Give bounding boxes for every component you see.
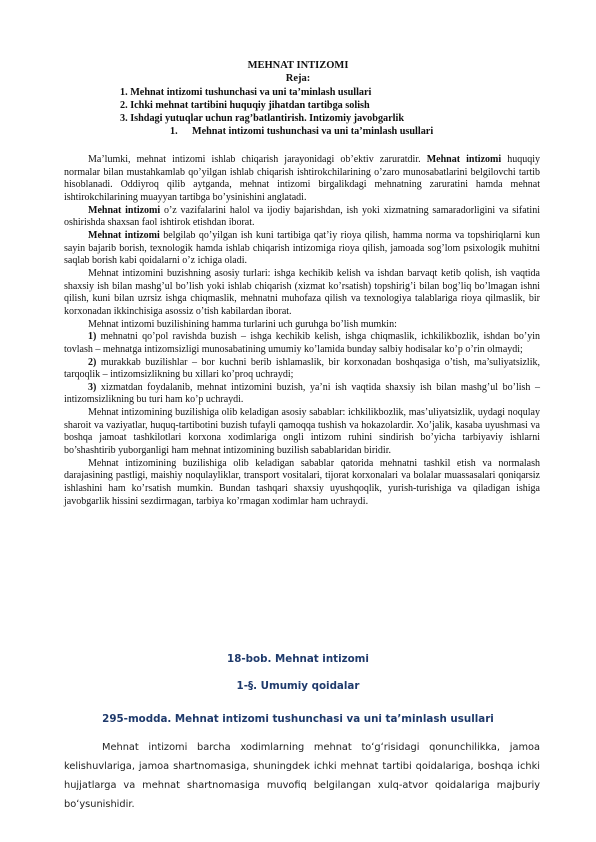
bold-term: Mehnat intizomi [88, 229, 160, 241]
section-number: 1. [170, 126, 178, 137]
list-item-1 [64, 331, 540, 356]
plan-label: Reja: [285, 73, 311, 84]
bold-term: Mehnat intizomi [88, 204, 161, 216]
text-run: huquqiy normalar bilan mustahkamlab qo’yilgan ishlab chiqarish ishtirokchilarining o’zaro munosabatlarini belgilovchi tartib hisoblanadi. Oddiyroq qilib aytganda, mehnat intizomi birgalikdagi mehnatning zaruratini hamda mehnat ishtirokchilarining muayyan tartibga bo’ysinishini anglatadi. [64, 154, 541, 203]
bold-term: Mehnat intizomi [426, 154, 502, 165]
plan-item-1: 1. Mehnat intizomi tushunchasi va uni ta’minlash usullari [120, 87, 372, 98]
paragraph-2 [64, 205, 540, 230]
section-heading [170, 126, 433, 137]
text-run: murakkab buzilishlar – bor kuchni berib ishlamaslik, bir korxonadan boshqasiga o’tish, ma’suliyatsizlik, tarqoqlik – intizomsizlikning bu xillari ko’proq uchraydi; [64, 356, 540, 381]
page-title: MEHNAT INTIZOMI [247, 60, 349, 71]
paragraph-10: Mehnat intizomining buzilishiga olib keladigan sabablar qatorida mehnatni tashkil etish va normalash darajasining pastligi, maishiy noqulayliklar, transport vositalari, tijorat korxonalari va bolalar muassasalari qoniqarsiz ishlashini ham ko’rsatish mumkin. Bundan tashqari shaxsiy uyushqoqlik, yurish-turishiga va qiladigan ishiga javobgarlik hissini sezdirmagan, tarbiya ko’rmagan xodimlar ham uchraydi. [64, 457, 540, 507]
plan-item-2: 2. Ichki mehnat tartibini huquqiy jihatdan tartibga solish [120, 100, 370, 111]
paragraph-3 [64, 230, 540, 268]
paragraph-4: Mehnat intizomini buzishning asosiy turlari: ishga kechikib kelish va ishdan barvaqt ketib qolish, ish vaqtida shaxsiy ish bilan mashg’ul bo’lish yoki ishlab chiqarish (xizmat ko’rsatish) topshirig’i bilan bog’liq bo’lmagan ishni qilish, kuni bilan uzrsiz ishga chiqmaslik, mehnatni muhofaza qilish va texnologiya talablariga rioya qilmaslik, bir korxonadan ikkinchisiga asossiz o’tish kabilardan iborat. [64, 267, 540, 317]
chapter-heading: 18-bob. Mehnat intizomi [227, 653, 369, 665]
article-text: Mehnat intizomi barcha xodimlarning mehnat toʻgʻrisidagi qonunchilikka, jamoa kelishuvlariga, jamoa shartnomasiga, shuningdek ichki mehnat tartibi qoidalariga, boshqa ichki hujjatlarga va mehnat shartnomasiga muvofiq belgilangan xulq-atvor qoidalariga majburiy boʻysunishidir. [64, 742, 540, 810]
list-item-2 [64, 357, 540, 382]
text-run: belgilab qo’yilgan ish kuni tartibiga qat’iy rioya qilish, hamma norma va topshiriqlarni kun sayin bajarib borish, texnologik hamda ishlab chiqarish intizomiga rioya qilish, jamoada sog’lom psixologik muhitni saqlab borish kabi qoidalarni o’z ichiga oladi. [64, 229, 540, 267]
article-heading: 295-modda. Mehnat intizomi tushunchasi va uni ta’minlash usullari [102, 713, 494, 725]
text-run: xizmatdan foydalanib, mehnat intizomini buzish, ya’ni ish vaqtida shaxsiy ish bilan mashg’ul bo’lish – intizomsizlikning bu turi ham ko’p uchraydi. [64, 381, 540, 406]
plan-item-3: 3. Ishdagi yutuqlar uchun rag’batlantirish. Intizomiy javobgarlik [120, 113, 404, 124]
list-number: 2) [88, 356, 97, 368]
paragraph-heading: 1-§. Umumiy qoidalar [236, 680, 360, 692]
text-run: o’z vazifalarini halol va ijodiy bajarishdan, ish yoki xizmatning samaradorligini va sifatini oshirishda shaxsan faol ishtirok etishdan iborat. [64, 204, 540, 229]
body-text [64, 154, 540, 508]
list-number: 3) [88, 381, 97, 393]
paragraph-9: Mehnat intizomining buzilishiga olib keladigan asosiy sabablar: ichkilikbozlik, mas’uliyatsizlik, uydagi noqulay sharoit va vaziyatlar, huquq-tartibotini buzish tufayli qamoqqa tushish va hokazolardir. Xo’jalik, kasaba uyushmasi va boshqa jamoat tashkilotlari korxona xodimlariga ongli intizom ruhini sindirish bo’yicha tarbiyaviy ishlarni bo’shashtirib yuborganligi ham mehnat intizomining buzilish sabablaridan biridir. [64, 407, 540, 457]
section-title: Mehnat intizomi tushunchasi va uni ta’minlash usullari [192, 126, 434, 137]
text-run: Ma’lumki, mehnat intizomi ishlab chiqarish jarayonidagi ob’ektiv zaruratdir. [88, 154, 427, 165]
paragraph-5: Mehnat intizomi buzilishining hamma turlarini uch guruhga bo’lish mumkin: [88, 318, 397, 330]
list-item-3 [64, 382, 540, 407]
text-run: mehnatni qo’pol ravishda buzish – ishga kechikib kelish, ishga chiqmaslik, ichkilikbozlik, ishdan bo’yin tovlash – mehnatga intizomsizligi munosabatining umumiy ko’lamida bunday salbiy hodisalar ko’p o’rin olmaydi; [64, 331, 540, 355]
list-number: 1) [88, 331, 97, 343]
paragraph-1 [64, 154, 540, 205]
